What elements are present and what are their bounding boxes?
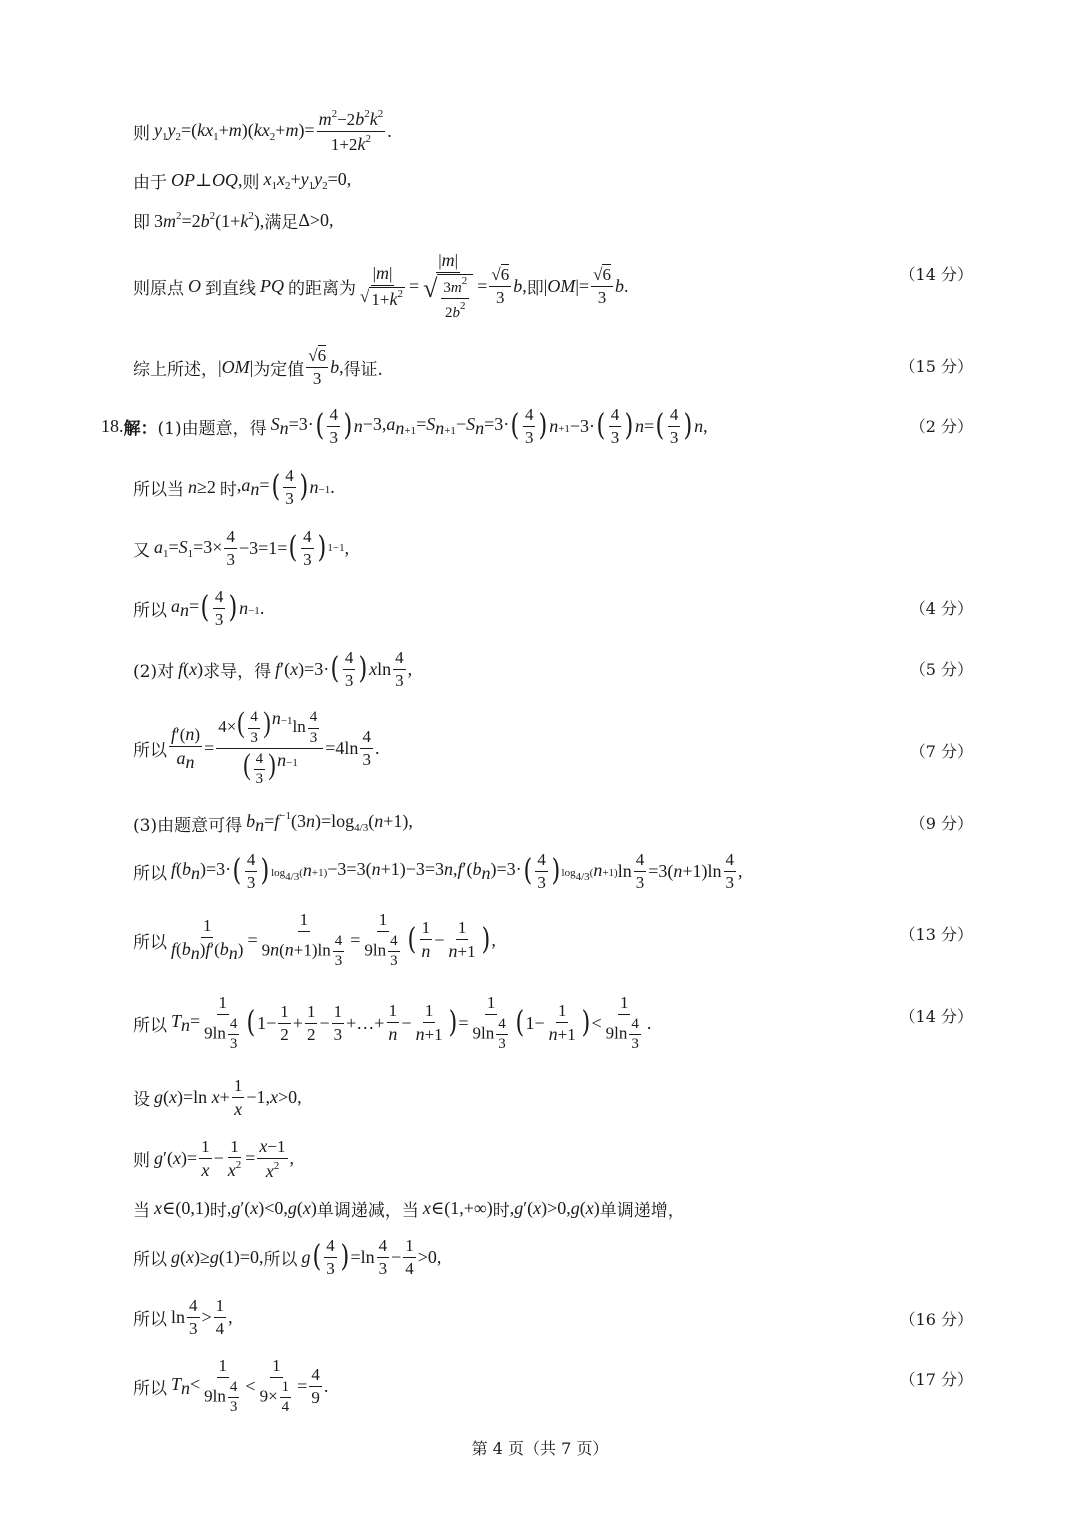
text: 则原点 [133, 278, 184, 299]
text: 综上所述 [133, 359, 201, 380]
text: 所以 [133, 1015, 167, 1036]
math: Δ>0, [298, 210, 334, 230]
fraction: $\frac{√6}{3}$ [491, 265, 510, 307]
math: $x_1x_2+y_1y_2=0$, [263, 169, 352, 192]
solution-line-14: 所以 $\frac{1}{f(b_n)f'(b_n)}$ = 1 9n(n+1)ln $\frac{4}{3}$ = 1 9ln $\frac{4}{3}$ ( $\frac{1}{n}$ − $\frac{1}{n+1}$ ) , [133, 910, 496, 969]
text: 所以 [133, 863, 167, 884]
text: 即 [526, 278, 544, 299]
answer-label: 解： [123, 418, 158, 439]
text: 所以 [263, 1249, 298, 1270]
solution-line-7: 所以当 n≥2 时 $,a_n=$ ( $\frac{4}{3}$ ) n−1 . [133, 466, 335, 508]
solution-line-11: 所以 $\frac{f'(n)}{a_n}$ = 4×( $\frac{4}{3}$ )$^{n-1}$ln $\frac{4}{3}$ ( $\frac{4}{3}$ )$^{n-1}$ =4ln $\frac{4}{3}$ . [133, 706, 380, 788]
text: 求导，得 [203, 661, 272, 682]
text: 即 [133, 213, 150, 233]
text: 满足 [264, 213, 299, 233]
math: OP⊥OQ, [171, 170, 243, 190]
solution-line-13: 所以 $f(b_n)=3\cdot$ ( $\frac{4}{3}$ ) $\log_{4/3}(n+1)$ $-3=3(n+1)-3=3n,f'(b_n)=3\cdot$ ( $\frac{4}{3}$ ) $\log_{4/3}(n+1)$ ln $\frac{4}{3}$ =3(n+1)ln $\frac{4}{3}$ , [133, 850, 743, 892]
score-label: （17 分） [899, 1370, 973, 1389]
solution-line-2 [133, 168, 351, 193]
text: 得证. [343, 359, 383, 380]
text: 又 [133, 540, 150, 561]
text: 的距离为 [288, 278, 356, 299]
solution-line-18: 当 x∈(0,1) 时 ,g′(x)<0,g(x) 单调递减，当 x∈(1,+∞) 时 ,g′(x)>0,g(x) 单调递增， [133, 1198, 685, 1221]
text: (3)由题意可得 [133, 815, 243, 836]
text: 所以 [133, 600, 167, 621]
text: 所以 [133, 1309, 167, 1330]
text: 到直线 [205, 278, 256, 299]
text: 单调递增， [599, 1201, 685, 1221]
solution-line-12: (3)由题意可得 $b_n=f^{-1}(3n)=\log_{4/3}(n+1)$, [133, 810, 413, 836]
solution-line-6: 18. 解： (1)由题意，得 $S_n=3\cdot$ ( $\frac{4}{3}$ ) n $-3,a_{n+1}=S_{n+1}-S_n=3\cdot$ ( $\frac{4}{3}$ ) n+1 −3· ( $\frac{4}{3}$ ) n = ( $\frac{4}{3}$ ) n , [101, 405, 708, 447]
solution-line-16: 设 g(x)=ln x+ $\frac{1}{x}$ −1,x>0, [133, 1076, 302, 1119]
text: 由于 [133, 173, 167, 193]
solution-line-9: 所以 $a_n=$ ( $\frac{4}{3}$ ) n−1 . [133, 587, 265, 629]
score-label: （2 分） [909, 417, 973, 436]
solution-line-5: 综上所述 ， |OM| 为定值 $\frac{√6}{3}$ b , 得证. [133, 346, 383, 388]
text: 则 [133, 1151, 150, 1172]
fraction: $\frac{√6}{3}$ [593, 265, 611, 307]
solution-line-20: 所以 ln $\frac{4}{3}$ > $\frac{1}{4}$ , [133, 1296, 233, 1338]
solution-line-19: 所以 g(x)≥g(1)=0, 所以 g ( $\frac{4}{3}$ ) =ln $\frac{4}{3}$ − $\frac{1}{4}$ >0, [133, 1236, 442, 1278]
question-number: 18. [101, 415, 124, 436]
fraction: |m| √ $1+k^2$ [360, 262, 403, 309]
score-label: （13 分） [899, 925, 973, 944]
text: 单调递减，当 [316, 1201, 419, 1221]
text: 所以 [133, 1249, 167, 1270]
solution-line-10: (2)对 f(x) 求导，得 f′(x)=3· ( $\frac{4}{3}$ ) x ln $\frac{4}{3}$ , [133, 648, 413, 690]
fraction: $\frac{√6}{3}$ [308, 346, 327, 388]
text: (2)对 [133, 661, 175, 682]
text: 则 [133, 123, 150, 144]
solution-line-17: 则 g′(x)= $\frac{1}{x}$ − $\frac{1}{x^2}$ = $\frac{x-1}{x^2}$ , [133, 1136, 294, 1181]
solution-line-21: 所以 $T_n<$ 1 9ln $\frac{4}{3}$ < 1 9× $\frac{1}{4}$ = $\frac{4}{9}$ . [133, 1356, 329, 1415]
solution-line-8: 又 $a_1=S_1=3\times$ $\frac{4}{3}$ −3=1= ( $\frac{4}{3}$ ) 1−1 , [133, 527, 350, 569]
math: $3m^2=2b^2(1+k^2)$, [154, 209, 265, 231]
text: (1)由题意，得 [157, 418, 267, 439]
score-label: （9 分） [909, 814, 973, 833]
score-label: （5 分） [909, 660, 973, 679]
solution-line-15: 所以 $T_n=$ 1 9ln $\frac{4}{3}$ ( 1− $\frac{1}{2}$ + $\frac{1}{2}$ − $\frac{1}{3}$ +…+ $\frac{1}{n}$ − $\frac{1}{n+1}$ ) = 1 9ln $\frac{4}{3}$ ( 1− $\frac{1}{n+1}$ ) < 1 9ln $\frac{4}{3}$ . [133, 993, 652, 1052]
text: 所以当 [133, 479, 184, 500]
text: 所以 [133, 1378, 167, 1399]
text: 时 [219, 479, 237, 500]
math: $y_1y_2=(kx_1+m)(kx_2+m)=$ [154, 119, 315, 143]
text: 则 [242, 173, 260, 193]
text: 时 [492, 1201, 510, 1221]
text: 时 [209, 1201, 227, 1221]
page-footer: 第 4 页（共 7 页） [471, 1439, 609, 1458]
score-label: （16 分） [899, 1310, 973, 1329]
solution-line-3 [133, 208, 334, 233]
fraction: $\frac{m^2-2b^2k^2}{1+2k^2}$ [318, 108, 384, 154]
solution-line-4: 则原点 O 到直线 PQ 的距离为 |m| √ $1+k^2$ = |m| √ $\frac{3m^2}{2b^2}$ = $\frac{√6}{3}$ b , 即 |OM|= $\frac{√6}{3}$ b . [133, 250, 629, 321]
score-label: （7 分） [909, 742, 973, 761]
text: 所以 [133, 740, 167, 761]
text: 设 [133, 1090, 150, 1111]
solution-line-1: 则 $y_1y_2=(kx_1+m)(kx_2+m)=$ $\frac{m^2-2b^2k^2}{1+2k^2}$ . [133, 108, 392, 154]
score-label: （15 分） [899, 357, 973, 376]
text: 为定值 [253, 359, 305, 380]
text: 当 [133, 1201, 150, 1221]
fraction: |m| √ $\frac{3m^2}{2b^2}$ [421, 250, 475, 322]
text: 所以 [133, 932, 167, 953]
score-label: （14 分） [899, 1007, 973, 1026]
score-label: （4 分） [909, 599, 973, 618]
score-label: （14 分） [899, 265, 973, 284]
